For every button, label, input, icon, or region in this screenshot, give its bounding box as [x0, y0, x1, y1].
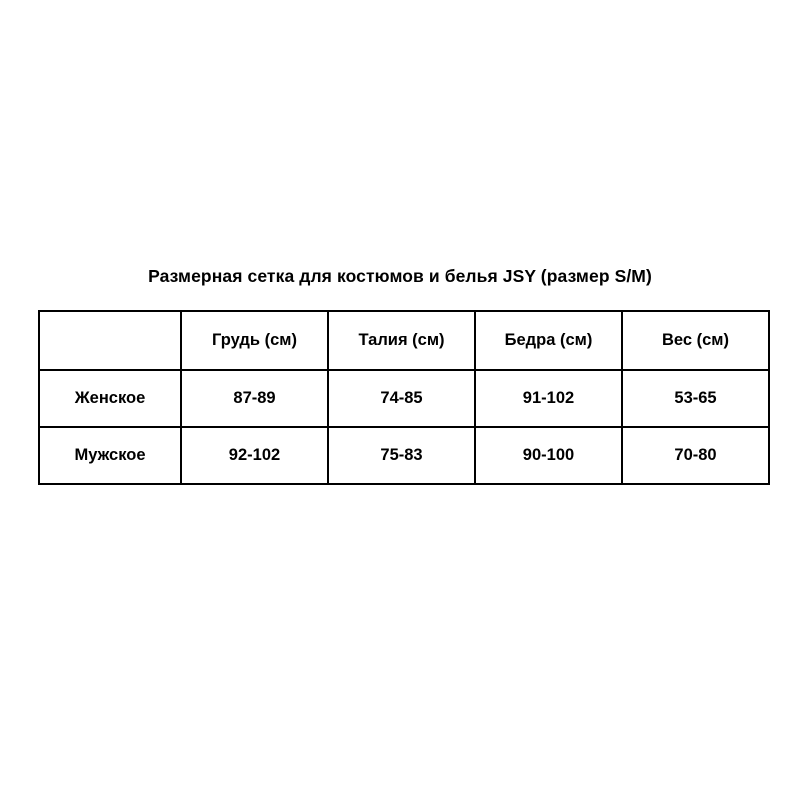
cell-women-hips: 91-102 — [475, 370, 622, 427]
cell-women-weight: 53-65 — [622, 370, 769, 427]
cell-men-chest: 92-102 — [181, 427, 328, 484]
row-label-women: Женское — [39, 370, 181, 427]
table-corner-cell — [39, 311, 181, 370]
column-header-hips: Бедра (см) — [475, 311, 622, 370]
cell-women-chest: 87-89 — [181, 370, 328, 427]
row-label-men: Мужское — [39, 427, 181, 484]
column-header-chest: Грудь (см) — [181, 311, 328, 370]
size-table-body — [39, 370, 769, 484]
size-table — [38, 310, 770, 485]
cell-women-waist: 74-85 — [328, 370, 475, 427]
column-header-waist: Талия (см) — [328, 311, 475, 370]
table-row — [39, 370, 769, 427]
cell-men-weight: 70-80 — [622, 427, 769, 484]
page-title: Размерная сетка для костюмов и белья JSY (размер S/M) — [148, 266, 652, 286]
cell-men-hips: 90-100 — [475, 427, 622, 484]
table-row — [39, 427, 769, 484]
cell-men-waist: 75-83 — [328, 427, 475, 484]
size-table-container — [38, 310, 761, 485]
size-table-header — [39, 311, 769, 370]
column-header-weight: Вес (см) — [622, 311, 769, 370]
table-header-row — [39, 311, 769, 370]
